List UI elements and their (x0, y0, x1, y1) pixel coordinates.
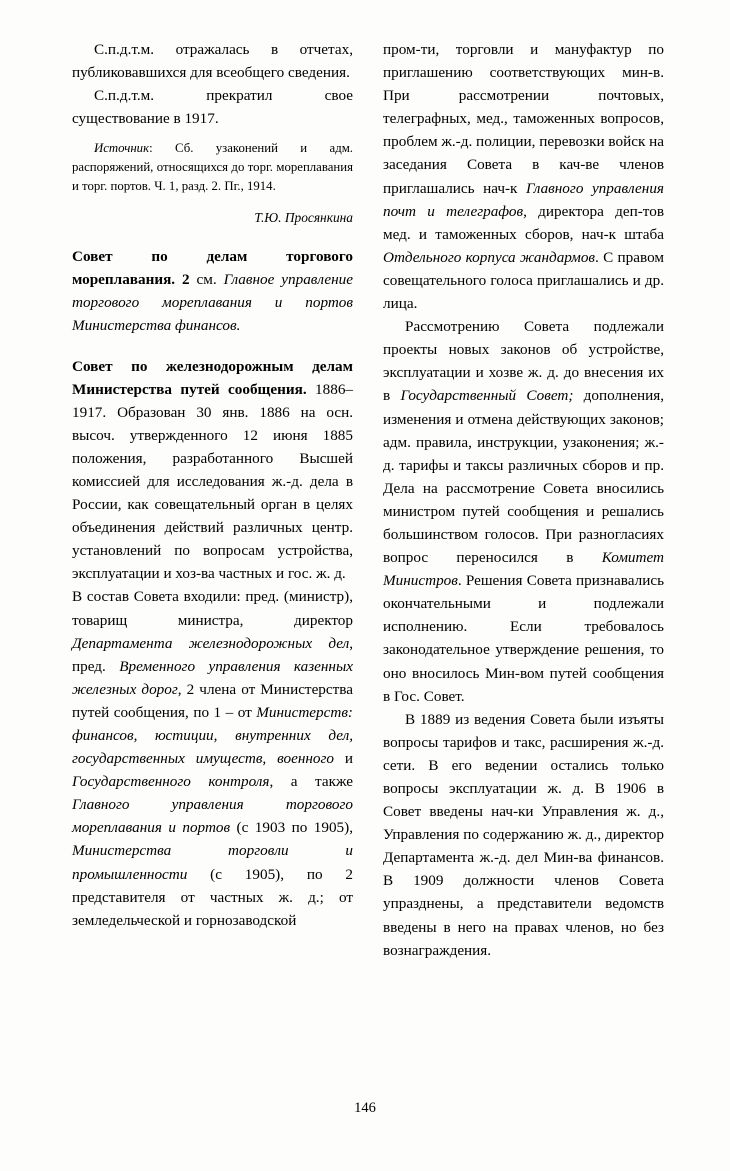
entry-paragraph-2 (72, 585, 353, 931)
entry-see: см. (189, 271, 224, 289)
entry-headword: Совет по делам торгового мореплавания. 2 (72, 248, 353, 289)
text-run: , а также (269, 773, 353, 791)
italic-run: Отдельного корпуса жандармов (383, 248, 596, 266)
dictionary-entry-1 (72, 245, 353, 337)
italic-run: Министерств: финансов, юстиции, внутренних дел, государственных имуществ, военного (72, 703, 353, 768)
italic-run: Министерства торговли и промышленности (72, 842, 353, 883)
italic-run: Временного управления казенных железных дорог (72, 657, 353, 698)
italic-run: Главного управления почт и телеграфов (383, 179, 664, 220)
text-run: , 2 члена от Министерства путей сообщения, по 1 – от (72, 680, 353, 721)
article-author: Т.Ю. Просянкина (254, 209, 353, 225)
text-run: В состав Совета входили: пред. (министр), товарищ министра, директор (72, 588, 353, 629)
paragraph: В 1889 из ведения Совета были изъяты вопросы тарифов и такс, расширения ж.-д. сети. В его ведении остались только вопросы эксплуатации ж. д. В 1906 в Совет введены нач-ки Управления ж. д., Управления по содержанию ж. д., директор Департамента ж.-д. дел Мин-ва финансов. В 1909 должности членов Совета упразднены, а представители ведомств введены в него на правах членов, но без вознаграждения. (383, 710, 664, 959)
right-column (383, 38, 664, 962)
entry-dates: 1886–1917. (72, 380, 353, 421)
paragraph: С.п.д.т.м. прекратил свое существование в 1917. (72, 87, 353, 128)
italic-run: Департамента железнодорожных дел (72, 634, 350, 652)
paragraph (383, 315, 664, 708)
text-run: , директора деп-тов мед. и таможенных сборов, нач-к штаба (383, 202, 664, 243)
italic-run: Главного управления торгового мореплавания и портов (72, 796, 353, 837)
text-run: пром-ти, торговли и мануфактур по приглашению соответствующих мин-в. При рассмотрении почтовых, телеграфных, мед., таможенных вопросов, проблем ж.-д. полиции, перевозки войск на заседания Совета в кач-ве членов приглашались нач-к (383, 41, 665, 197)
text-run: (с 1905), по 2 представителя от частных ж. д.; от земледельческой и горнозаводской (72, 865, 353, 929)
two-column-layout (72, 38, 664, 962)
source-note (72, 139, 353, 195)
text-run: . С правом совещательного голоса приглашались и др. лица. (383, 248, 665, 313)
page-number: 146 (354, 1100, 376, 1116)
paragraph: С.п.д.т.м. отражалась в отчетах, публиковавшихся для всеобщего сведения. (72, 41, 353, 82)
source-text: : Сб. узаконений и адм. распоряжений, относящихся до торг. мореплавания и торг. портов. Ч. 1, разд. 2. Пг., 1914. (72, 141, 353, 193)
text-run: Рассмотрению Совета подлежали проекты новых законов об устройстве, эксплуатации и хозве ж. д. до внесения их в (383, 318, 664, 405)
left-column (72, 38, 353, 962)
text-run: дополнения, изменения и отмена действующих законов; адм. правила, инструкции, узаконения; ж.-д. тарифы и таксы различных сборов и пр. Дела на рассмотрение Совета вносились министром путей сообщения и решались большинством голосов. При разногласиях вопрос переносился в (383, 387, 665, 567)
italic-run: Государственного контроля (72, 773, 270, 791)
text-run: . Решения Совета признавались окончательными и подлежали исполнению. Если требовалось законодательное утверждение решения, то оно вносилось Мин-вом путей сообщения в Гос. Совет. (383, 572, 664, 705)
entry-text (72, 245, 353, 337)
source-label: Источник (94, 141, 150, 156)
entry-text (72, 355, 353, 586)
dictionary-entry-2 (72, 355, 353, 932)
paragraph-continued (383, 38, 664, 315)
italic-run: Государственный Совет; (400, 387, 574, 405)
text-run: и (334, 750, 353, 768)
text-run: , пред. (72, 634, 353, 675)
entry-headword: Совет по железнодорожным делам Министерства путей сообщения. (72, 357, 353, 398)
text-run: (с 1903 по 1905), (230, 819, 354, 837)
entry-body: Образован 30 янв. 1886 на осн. высоч. утвержденного 12 июня 1885 положения, разработанного Высшей комиссией для исследования ж.-д. дела в России, как совещательный орган в целях объединения действий различных центр. установлений по вопросам устройства, эксплуатации и хоз-ва частных и гос. ж. д. (72, 403, 353, 583)
entry-cross-reference: Главное управление торгового мореплавания и портов Министерства финансов. (72, 271, 353, 335)
italic-run: Комитет Министров (383, 549, 664, 590)
